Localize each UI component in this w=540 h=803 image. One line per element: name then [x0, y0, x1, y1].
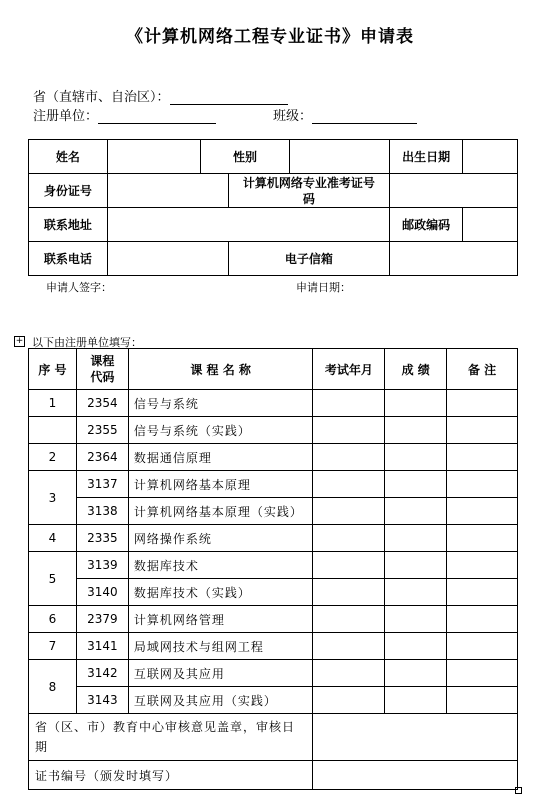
row-code: 2355 [76, 417, 128, 444]
row-code: 3138 [76, 498, 128, 525]
applicant-sign-label: 申请人签字： [46, 281, 112, 294]
table-anchor-icon[interactable]: + [15, 336, 24, 346]
postcode-field[interactable] [463, 208, 518, 242]
row-code: 3139 [76, 552, 128, 579]
unit-line [33, 105, 216, 124]
score-cell[interactable] [385, 633, 447, 660]
row-no: 6 [29, 606, 77, 633]
remark-cell[interactable] [447, 633, 518, 660]
score-cell[interactable] [385, 390, 447, 417]
table-row [29, 174, 518, 208]
header-name: 课 程 名 称 [128, 349, 313, 390]
email-field[interactable] [390, 242, 518, 276]
id-number-label: 身份证号 [29, 174, 108, 208]
exam-date-cell[interactable] [313, 444, 385, 471]
score-cell[interactable] [385, 444, 447, 471]
score-cell[interactable] [385, 525, 447, 552]
header-remark: 备 注 [447, 349, 518, 390]
row-code: 2364 [76, 444, 128, 471]
row-code: 3142 [76, 660, 128, 687]
score-cell[interactable] [385, 417, 447, 444]
score-cell[interactable] [385, 471, 447, 498]
score-cell[interactable] [385, 579, 447, 606]
row-code: 2379 [76, 606, 128, 633]
table-row [29, 242, 518, 276]
gender-field[interactable] [290, 140, 390, 174]
exam-date-cell[interactable] [313, 687, 385, 714]
table-header-row [29, 349, 518, 390]
name-label: 姓名 [29, 140, 108, 174]
remark-cell[interactable] [447, 444, 518, 471]
cert-no-field[interactable] [313, 761, 518, 790]
remark-cell[interactable] [447, 525, 518, 552]
gender-label: 性别 [200, 140, 290, 174]
row-no: 7 [29, 633, 77, 660]
row-code: 3141 [76, 633, 128, 660]
province-label: 省（直辖市、自治区）： [33, 90, 170, 105]
row-name: 计算机网络基本原理（实践） [128, 498, 313, 525]
table-row [29, 471, 518, 498]
score-cell[interactable] [385, 687, 447, 714]
table-row [29, 552, 518, 579]
exam-date-cell[interactable] [313, 633, 385, 660]
review-label: 省（区、市）教育中心审核意见盖章，审核日期 [29, 714, 313, 761]
class-label: 班级： [273, 109, 313, 124]
row-no: 3 [29, 471, 77, 525]
row-no: 2 [29, 444, 77, 471]
row-no: 4 [29, 525, 77, 552]
exam-date-cell[interactable] [313, 390, 385, 417]
remark-cell[interactable] [447, 687, 518, 714]
province-field[interactable] [170, 90, 288, 105]
table-row [29, 606, 518, 633]
exam-date-cell[interactable] [313, 606, 385, 633]
table-row [29, 525, 518, 552]
address-field[interactable] [107, 208, 389, 242]
birth-date-label: 出生日期 [390, 140, 463, 174]
id-number-field[interactable] [107, 174, 228, 208]
remark-cell[interactable] [447, 471, 518, 498]
phone-label: 联系电话 [29, 242, 108, 276]
email-label: 电子信箱 [228, 242, 390, 276]
review-field[interactable] [313, 714, 518, 761]
row-no: 8 [29, 660, 77, 714]
unit-field[interactable] [98, 109, 216, 124]
table-row [29, 660, 518, 687]
row-name: 信号与系统 [128, 390, 313, 417]
table-row [29, 498, 518, 525]
table-row [29, 417, 518, 444]
exam-date-cell[interactable] [313, 498, 385, 525]
exam-date-cell[interactable] [313, 552, 385, 579]
score-cell[interactable] [385, 552, 447, 579]
exam-date-cell[interactable] [313, 471, 385, 498]
row-code: 3140 [76, 579, 128, 606]
table-row [29, 390, 518, 417]
row-code: 2335 [76, 525, 128, 552]
row-code: 3137 [76, 471, 128, 498]
score-cell[interactable] [385, 606, 447, 633]
row-name: 数据通信原理 [128, 444, 313, 471]
row-code: 2354 [76, 390, 128, 417]
row-name: 计算机网络基本原理 [128, 471, 313, 498]
unit-note: 以下由注册单位填写： [32, 336, 142, 349]
row-name: 互联网及其应用（实践） [128, 687, 313, 714]
class-line [273, 105, 417, 124]
table-row [29, 208, 518, 242]
form-title: 《计算机网络工程专业证书》申请表 [126, 27, 414, 47]
postcode-label: 邮政编码 [390, 208, 463, 242]
applicant-table [28, 139, 518, 276]
row-name: 信号与系统（实践） [128, 417, 313, 444]
phone-field[interactable] [107, 242, 228, 276]
cert-no-label: 证书编号（颁发时填写） [29, 761, 313, 790]
table-resize-handle[interactable] [515, 787, 522, 794]
row-name: 互联网及其应用 [128, 660, 313, 687]
address-label: 联系地址 [29, 208, 108, 242]
row-name: 计算机网络管理 [128, 606, 313, 633]
exam-date-cell[interactable] [313, 417, 385, 444]
exam-id-field[interactable] [390, 174, 518, 208]
table-row [29, 633, 518, 660]
remark-cell[interactable] [447, 606, 518, 633]
course-table [28, 348, 518, 790]
remark-cell[interactable] [447, 552, 518, 579]
row-code: 3143 [76, 687, 128, 714]
class-field[interactable] [312, 109, 417, 124]
apply-date-label: 申请日期： [296, 281, 351, 294]
review-row [29, 714, 518, 761]
birth-date-field[interactable] [463, 140, 518, 174]
remark-cell[interactable] [447, 417, 518, 444]
row-no: 5 [29, 552, 77, 606]
cert-row [29, 761, 518, 790]
remark-cell[interactable] [447, 660, 518, 687]
table-row [29, 444, 518, 471]
remark-cell[interactable] [447, 579, 518, 606]
row-name: 局域网技术与组网工程 [128, 633, 313, 660]
exam-date-cell[interactable] [313, 660, 385, 687]
row-name: 数据库技术 [128, 552, 313, 579]
table-row [29, 140, 518, 174]
row-no [29, 417, 77, 444]
header-no: 序 号 [29, 349, 77, 390]
header-exam-date: 考试年月 [313, 349, 385, 390]
exam-id-label: 计算机网络专业准考证号码 [228, 174, 390, 208]
header-code: 课程代码 [76, 349, 128, 390]
score-cell[interactable] [385, 660, 447, 687]
row-no: 1 [29, 390, 77, 417]
header-score: 成 绩 [385, 349, 447, 390]
table-row [29, 687, 518, 714]
remark-cell[interactable] [447, 390, 518, 417]
remark-cell[interactable] [447, 498, 518, 525]
row-name: 数据库技术（实践） [128, 579, 313, 606]
row-name: 网络操作系统 [128, 525, 313, 552]
exam-date-cell[interactable] [313, 525, 385, 552]
exam-date-cell[interactable] [313, 579, 385, 606]
province-line [33, 86, 288, 105]
score-cell[interactable] [385, 498, 447, 525]
name-field[interactable] [107, 140, 200, 174]
table-row [29, 579, 518, 606]
unit-label: 注册单位： [33, 109, 99, 124]
